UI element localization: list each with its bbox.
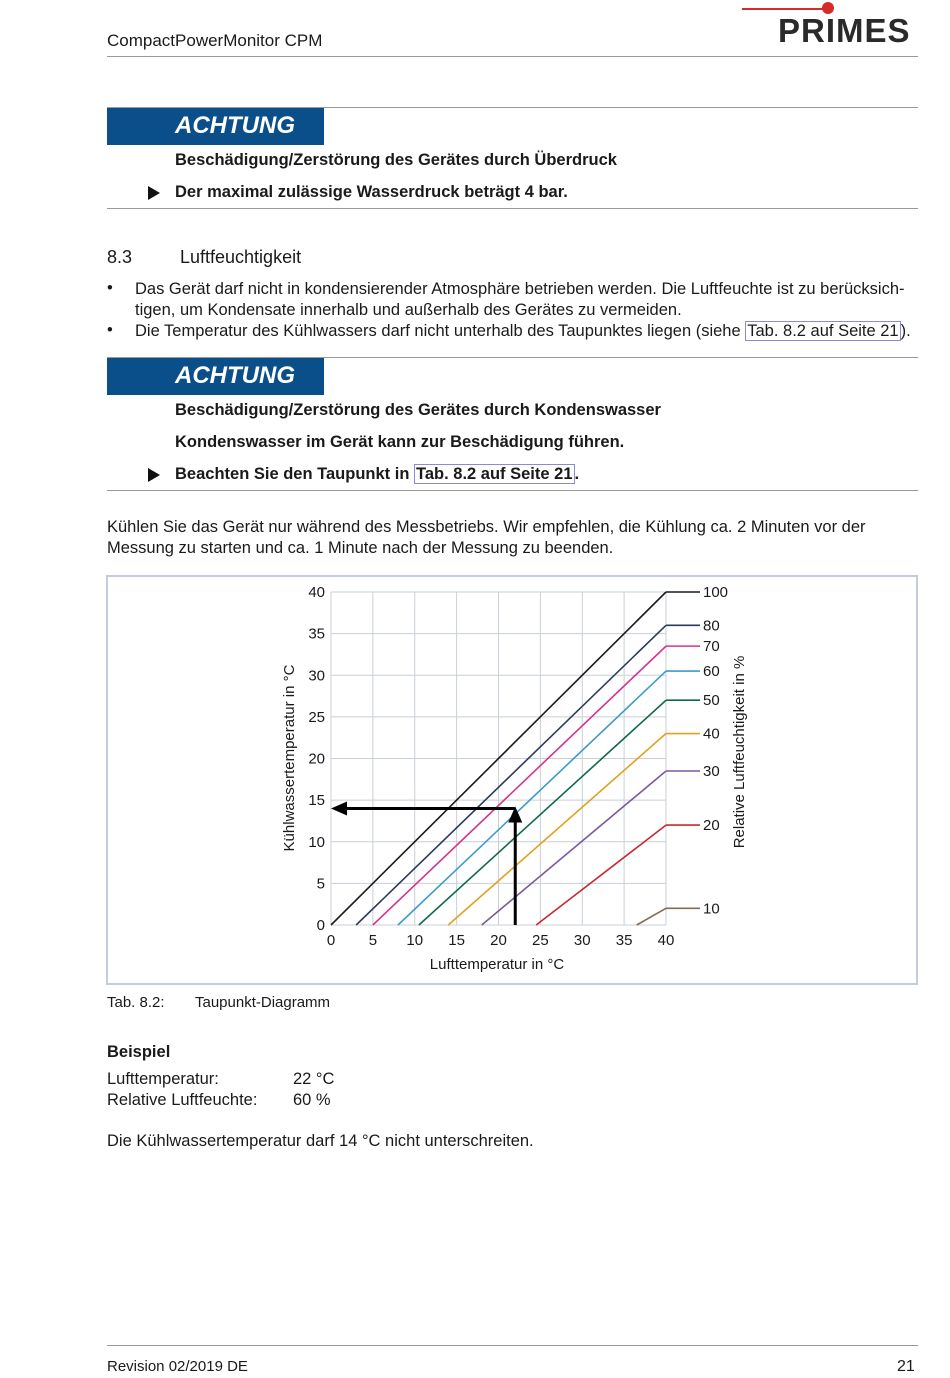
y-tick-label: 30: [308, 667, 325, 685]
page-number: 21: [897, 1358, 915, 1375]
warning2-label: ACHTUNG: [175, 362, 295, 389]
example-path: [331, 801, 522, 925]
y-tick-label: 15: [308, 792, 325, 810]
warning1-heading: Beschädigung/Zerstörung des Gerätes durch Überdruck: [175, 151, 617, 169]
y-axis-label: Kühlwassertemperatur in °C: [281, 664, 298, 852]
series-label-20: 20: [703, 817, 720, 835]
table-link[interactable]: Tab. 8.2 auf Seite 21: [415, 465, 573, 483]
warning2-subheading: Kondenswasser im Gerät kann zur Beschädigung führen.: [175, 433, 625, 451]
x-tick-label: 20: [490, 932, 507, 949]
example-row1-value: 22 °C: [293, 1070, 335, 1088]
series-label-80: 80: [703, 617, 720, 635]
bullet2-text: Die Temperatur des Kühlwassers darf nicht unterhalb des Taupunktes liegen (siehe: [135, 322, 746, 340]
y-tick-label: 20: [308, 750, 325, 768]
section-number: 8.3: [107, 247, 133, 267]
bullet2-end: ).: [900, 322, 911, 340]
primes-logo: PRIMES: [778, 12, 911, 49]
series-label-50: 50: [703, 692, 720, 710]
example-row1-label: Lufttemperatur:: [107, 1070, 219, 1088]
series-line-10: [637, 908, 666, 925]
series-label-70: 70: [703, 638, 720, 656]
series-label-30: 30: [703, 762, 720, 780]
table-link[interactable]: Tab. 8.2 auf Seite 21: [747, 322, 899, 340]
example-arrowhead-left: [331, 801, 347, 815]
y-tick-label: 0: [316, 917, 325, 934]
x-tick-label: 40: [657, 932, 675, 949]
section-title: Luftfeuchtigkeit: [180, 247, 302, 267]
footer-revision: Revision 02/2019 DE: [107, 1358, 248, 1375]
x-tick-label: 35: [615, 932, 633, 949]
chart-series: [331, 584, 728, 925]
series-label-100: 100: [703, 584, 729, 601]
bullet1-line1: Das Gerät darf nicht in kondensierender Atmosphäre betrieben werden. Die Luftfeuchte ist zu berücksich-: [135, 280, 905, 298]
y-tick-label: 35: [308, 625, 325, 643]
series-line-60: [398, 671, 666, 925]
example-title: Beispiel: [107, 1043, 171, 1061]
bullet-dot: •: [107, 321, 113, 339]
y-tick-label: 5: [316, 875, 325, 893]
paragraph-line2: Messung zu starten und ca. 1 Minute nach der Messung zu beenden.: [107, 539, 614, 557]
x-tick-label: 25: [532, 932, 549, 949]
series-line-40: [448, 734, 666, 925]
series-label-40: 40: [703, 725, 720, 743]
warning2-instruction-end: .: [574, 465, 580, 483]
y2-axis-label: Relative Luftfeuchtigkeit in %: [731, 655, 748, 849]
bullet-dot: •: [107, 279, 113, 297]
series-line-50: [419, 700, 666, 925]
warning2-heading: Beschädigung/Zerstörung des Gerätes durch Kondenswasser: [175, 401, 661, 419]
x-tick-label: 0: [326, 932, 336, 949]
series-line-20: [536, 825, 666, 925]
x-tick-label: 30: [573, 932, 591, 949]
paragraph-line1: Kühlen Sie das Gerät nur während des Messbetriebs. Wir empfehlen, die Kühlung ca. 2 Minuten vor der: [107, 518, 866, 536]
document-title: CompactPowerMonitor CPM: [107, 31, 323, 50]
series-label-10: 10: [703, 900, 720, 918]
caption-label: Tab. 8.2:: [107, 994, 165, 1011]
x-axis-label: Lufttemperatur in °C: [429, 956, 565, 973]
y-tick-label: 25: [308, 708, 325, 726]
warning1-label: ACHTUNG: [175, 112, 295, 139]
y-tick-label: 10: [308, 833, 325, 851]
warning2-instruction-text: Beachten Sie den Taupunkt in: [175, 465, 414, 483]
bullet1-line2: tigen, um Kondensate innerhalb und außerhalb des Gerätes zu vermeiden.: [135, 301, 682, 319]
x-tick-label: 5: [368, 932, 378, 949]
y-tick-label: 40: [308, 584, 325, 601]
series-label-60: 60: [703, 663, 720, 681]
caption-text: Taupunkt-Diagramm: [195, 994, 331, 1011]
example-conclusion: Die Kühlwassertemperatur darf 14 °C nicht unterschreiten.: [107, 1132, 534, 1150]
example-row2-value: 60 %: [293, 1091, 331, 1109]
x-tick-label: 10: [406, 932, 424, 949]
footer-divider: [107, 1345, 918, 1346]
warning1-instruction: Der maximal zulässige Wasserdruck beträgt 4 bar.: [175, 183, 568, 201]
x-tick-label: 15: [448, 932, 465, 949]
example-row2-label: Relative Luftfeuchte:: [107, 1091, 258, 1109]
